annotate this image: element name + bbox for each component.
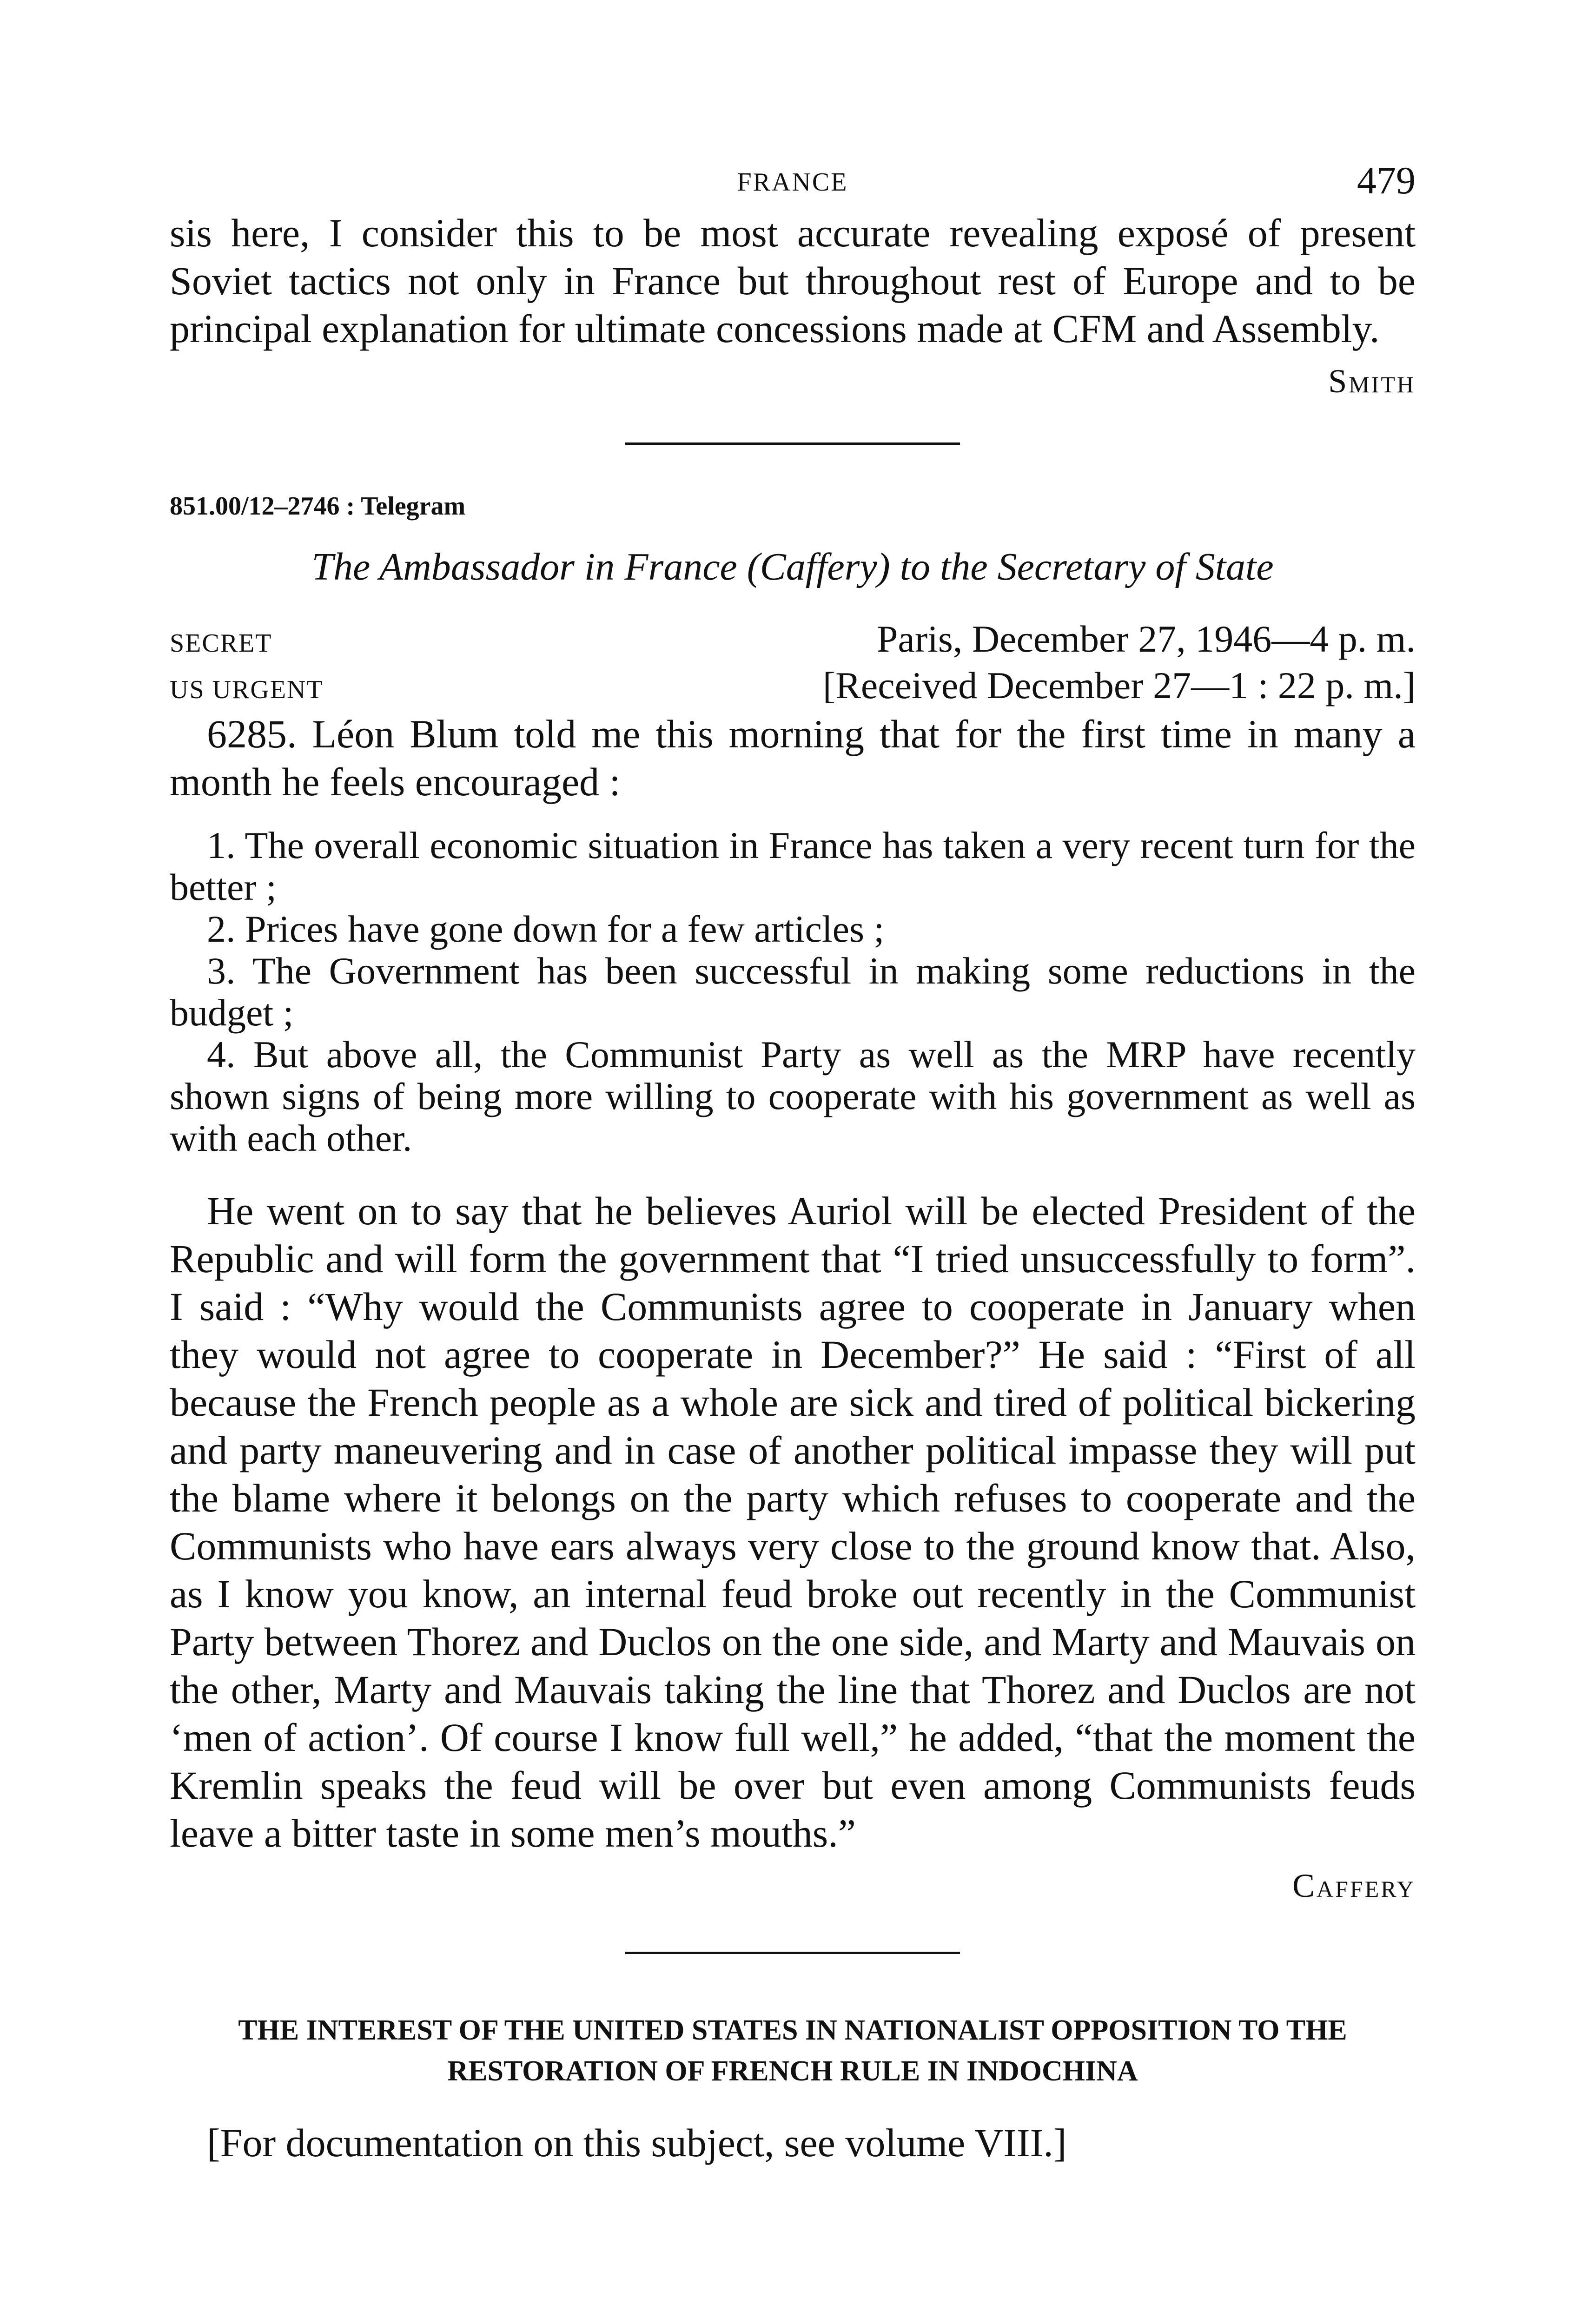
subject-note: [For documentation on this subject, see volume VIII.] (207, 2120, 1067, 2165)
place-date: Paris, December 27, 1946—4 p. m. (876, 618, 1416, 660)
list-item: 3. The Government has been successful in making some reductions in the budget ; (170, 950, 1416, 1034)
document-page (170, 158, 1416, 2166)
page-number: 479 (1357, 159, 1416, 202)
document-heading: The Ambassador in France (Caffery) to the Secretary of State (311, 545, 1274, 588)
file-reference: 851.00/12–2746 : Telegram (170, 492, 466, 521)
meta-row-classification (170, 617, 1416, 664)
encouragement-list (170, 825, 1416, 1159)
list-item: 1. The overall economic situation in France has taken a very recent turn for the better ; (170, 824, 1416, 908)
continuation-signature: Smith (1328, 363, 1416, 400)
continuation-paragraph: sis here, I consider this to be most accurate revealing exposé of present Soviet tactics not only in France but throughout rest of Europe and to be principal explanation for ultimate concessions made at CFM and Assembly. (170, 211, 1416, 351)
telegram-body: He went on to say that he believes Auriol will be elected President of the Republic and will form the government that “I tried unsuccessfully to form”. I said : “Why would the Communists agree to cooperate in January when they would not agree to cooperate in December?” He said : “First of all because the French people as a whole are sick and tired of political bickering and party maneuvering and in case of another political impasse they will put the blame where it belongs on the party which refuses to cooperate and the Communists who have ears always very close to the ground know that. Also, as I know you know, an internal feud broke out recently in the Communist Party between Thorez and Duclos on the one side, and Marty and Mauvais on the other, Marty and Mauvais taking the line that Thorez and Duclos are not ‘men of action’. Of course I know full well,” he added, “that the moment the Kremlin speaks the feud will be over but even among Communists feuds leave a bitter taste in some men’s mouths.” (170, 1188, 1416, 1855)
telegram-signature: Caffery (1292, 1867, 1416, 1904)
running-title: FRANCE (737, 168, 848, 197)
received-time: [Received December 27—1 : 22 p. m.] (822, 664, 1416, 706)
telegram-meta (170, 617, 1416, 710)
meta-row-precedence (170, 664, 1416, 710)
list-item: 4. But above all, the Communist Party as well as the MRP have recently shown signs of being more willing to cooperate with his government as well as with each other. (170, 1033, 1416, 1159)
subject-title: THE INTEREST OF THE UNITED STATES IN NATIONALIST OPPOSITION TO THE RESTORATION OF FRENCH RULE IN INDOCHINA (238, 2014, 1347, 2087)
telegram-intro: 6285. Léon Blum told me this morning that for the first time in many a month he feels encouraged : (170, 712, 1416, 804)
classification-label: SECRET (170, 629, 272, 658)
precedence-label: US URGENT (170, 675, 324, 704)
running-head (170, 158, 1416, 209)
section-divider (625, 442, 960, 445)
section-divider (625, 1952, 960, 1954)
list-item: 2. Prices have gone down for a few articles ; (207, 908, 885, 950)
